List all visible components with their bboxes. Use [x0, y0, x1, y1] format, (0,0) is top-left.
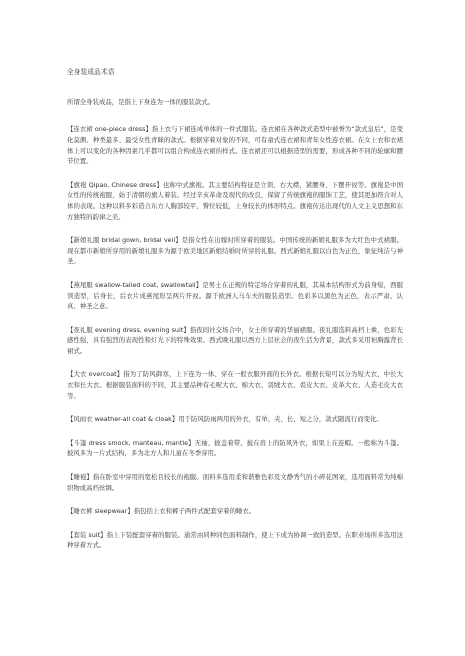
entry-term: 【睡衣裤 sleepwear】	[67, 507, 134, 516]
entry-text: 也称中式旗袍。其主要结构特征是立领、右大襟、紧腰身、下摆开衩等。旗袍是中国女性的传统袍服，始于清朝的旗人着装。经过辛亥革命及现代的改良，保留了传统旗袍的服饰工艺，使其更加符合对人体的表现。这种以料多彩造合东方人胸部较平、臀位较低，上身较长的体形特点。旗袍传达出现代的人文主义思想和东方独特的韵律之美。	[67, 180, 404, 221]
entry-paragraph	[67, 530, 403, 551]
entry-text: 指上衣与下裙连成单体的一件式服装。连衣裙在各种款式造型中被誉为“款式皇后”，是变化莫测、种类最多、最受女性青睐的款式。根据穿着对象的不同，可有童式连衣裙和青年女性连衣裙。在女上衣和衣裙体上可以变化的各种因素几乎都可以组合构成连衣裙的样式。连衣裙还可以根据造型的需要，形成各种不同的轮廓和腰节位置。	[67, 125, 404, 166]
entry-term: 【风雨衣 weather-all coat & cloak】	[67, 415, 179, 424]
entry-term: 【大衣 overcoat】	[67, 370, 124, 379]
entry-paragraph	[67, 280, 403, 312]
entry-term: 【连衣裙 one-piece dress】	[67, 125, 152, 134]
entry-term: 【燕尾服 swallow-tailed coat, swallowtail】	[67, 280, 203, 289]
entry-term: 【夜礼服 evening dress, evening suit】	[67, 325, 190, 334]
intro-paragraph: 所谓全身装成品，是指上下身连为一体的服装款式。	[67, 98, 214, 106]
entry-text: 指上下装配套穿着的服装。通常由同种同色面料制作，使上下成为协调一致的造型。在职业场所多选用这种穿着方式。	[67, 530, 404, 550]
entry-term: 【睡袍】	[67, 473, 93, 482]
entry-text: 是指女性在出嫁时所穿着的服装。中国传统的新娘礼服多为大红色中式裙服。现在都市新娘所穿用的新娘礼服多为源于欧美地区新娘结婚时所穿的礼服。西式新娘礼服以白色为正色，象征纯洁与神圣。	[67, 236, 403, 266]
entry-paragraph	[67, 235, 403, 267]
entry-list	[67, 118, 403, 564]
entry-paragraph	[67, 438, 403, 459]
entry-text: 指夜间社交场合中，女士所穿着的华丽裙服。夜礼服选料高档上乘，色彩光感性强，具有强烈的表现性和灯光下的特殊效果。西式晚礼服以西方上层社会的夜生活为背景，款式多采用袒胸露背长裙式。	[67, 325, 404, 355]
entry-paragraph	[67, 325, 403, 357]
entry-paragraph	[67, 414, 403, 425]
entry-text: 用于防风防雨两用的外衣，有单、夹、长、短之分，款式随流行而变化。	[178, 415, 383, 424]
entry-term: 【套装 suit】	[67, 530, 107, 539]
entry-term: 【新娘礼服 bridal gown, bridal veil】	[67, 236, 182, 245]
entry-term: 【斗篷 dress smock, manteau, mantle】	[67, 438, 195, 447]
entry-paragraph	[67, 369, 403, 401]
entry-paragraph	[67, 506, 403, 517]
entry-text: 是男士在正规的特定场合穿着的礼服，其基本结构形式为前身短，西服领造型，后身长，后衣片成燕尾形呈两片开衩。源于欧洲人马车夫的服装造型。色彩多以黑色为正色，表示严肃、认真、神圣之意。	[67, 280, 404, 311]
entry-term: 【旗袍 Qipao, Chinese dress】	[67, 180, 163, 189]
entry-text: 无袖、披盖着带、披在肩上的防风外衣，如果上在连帽。一般称为斗篷。披风多为一片式结构，多为北方人和儿童在冬季穿用。	[67, 438, 403, 458]
entry-text: 指在卧室中穿用的宽松且较长的袍服。面料多选用柔和谐雅色彩及文静秀气的小碎花图案，选用面料常为纯棉织物或高档丝绸。	[67, 473, 404, 492]
entry-paragraph	[67, 472, 403, 493]
entry-text: 指包括上衣和裤子两件式配套穿着的睡衣。	[133, 507, 256, 516]
entry-text: 指为了防风御寒，上下连为一体、穿在一般衣服外面的长外衣。根据长短可以分为短大衣、中长大衣和长大衣。根据服装面料的不同，其主要品种有毛呢大衣、棉大衣、羽绒大衣、裘皮大衣、皮革大衣、人造毛皮大衣等。	[67, 370, 403, 400]
document-title: 全身装成品术语	[67, 68, 115, 76]
entry-paragraph	[67, 124, 403, 166]
entry-paragraph	[67, 180, 403, 222]
